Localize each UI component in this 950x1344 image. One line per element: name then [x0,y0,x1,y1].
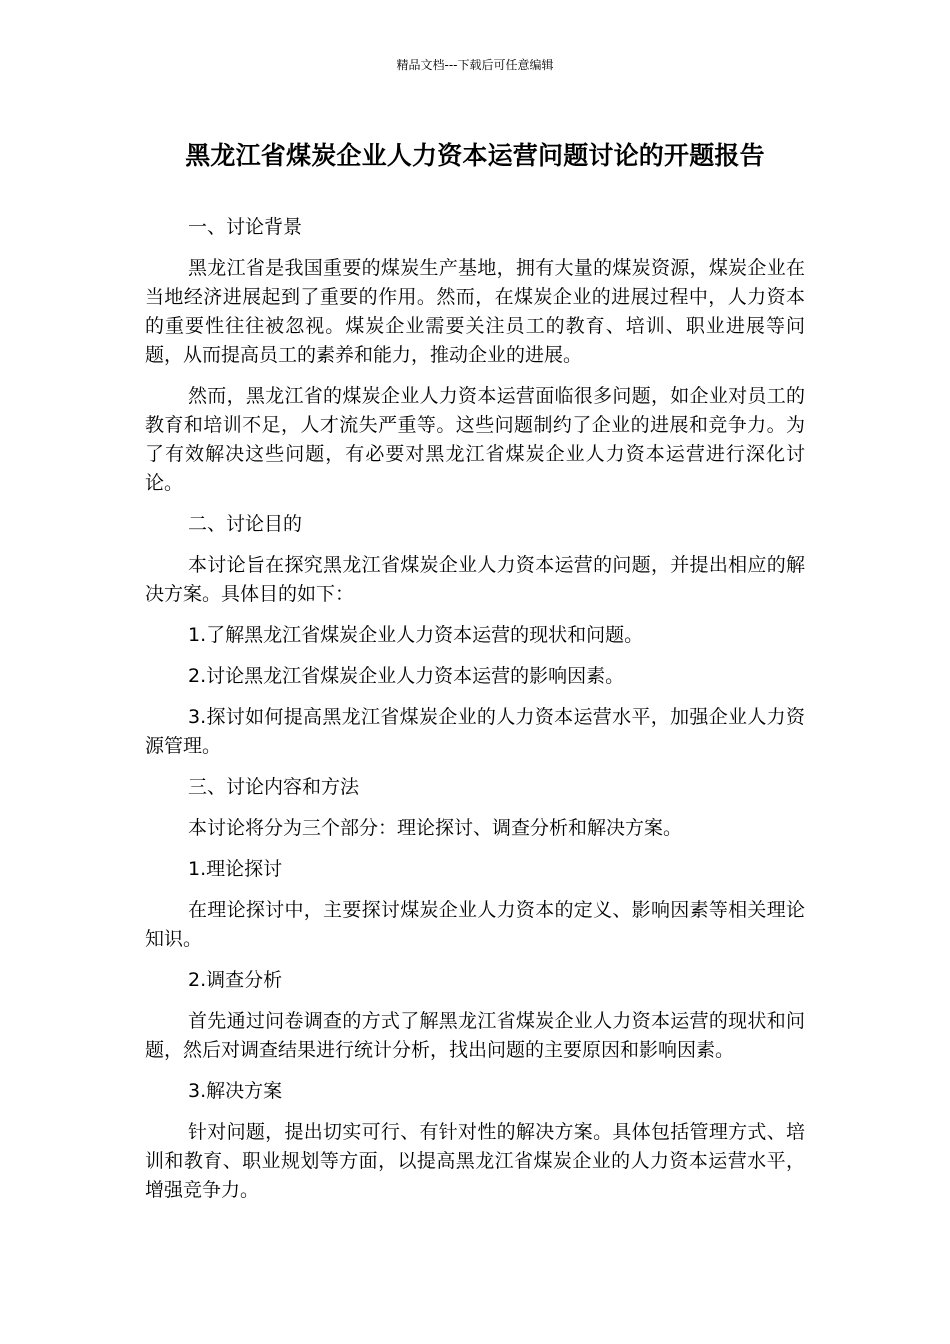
body-paragraph: 首先通过问卷调查的方式了解黑龙江省煤炭企业人力资本运营的现状和问题，然后对调查结果进行统计分析，找出问题的主要原因和影响因素。 [145,1010,805,1061]
body-paragraph: 然而，黑龙江省的煤炭企业人力资本运营面临很多问题，如企业对员工的教育和培训不足，人才流失严重等。这些问题制约了企业的进展和竞争力。为了有效解决这些问题，有必要对黑龙江省煤炭企业人力资本运营进行深化讨论。 [145,385,805,494]
list-item: 2.讨论黑龙江省煤炭企业人力资本运营的影响因素。 [188,665,625,687]
body-paragraph: 本讨论旨在探究黑龙江省煤炭企业人力资本运营的问题，并提出相应的解决方案。具体目的如下： [145,554,805,605]
list-item: 3.探讨如何提高黑龙江省煤炭企业的人力资本运营水平，加强企业人力资源管理。 [145,706,805,757]
subsection-heading: 1.理论探讨 [188,858,283,880]
body-paragraph: 针对问题，提出切实可行、有针对性的解决方案。具体包括管理方式、培训和教育、职业规划等方面，以提高黑龙江省煤炭企业的人力资本运营水平，增强竞争力。 [145,1121,805,1201]
section-heading-purpose: 二、讨论目的 [188,513,303,535]
document-body [145,213,805,1217]
subsection-heading: 2.调查分析 [188,969,283,991]
document-title: 黑龙江省煤炭企业人力资本运营问题讨论的开题报告 [185,141,765,170]
body-paragraph: 在理论探讨中，主要探讨煤炭企业人力资本的定义、影响因素等相关理论知识。 [145,899,805,950]
section-heading-background: 一、讨论背景 [188,216,303,238]
subsection-heading: 3.解决方案 [188,1080,283,1102]
section-heading-content-method: 三、讨论内容和方法 [188,776,360,798]
body-paragraph: 本讨论将分为三个部分：理论探讨、调查分析和解决方案。 [188,817,683,839]
list-item: 1.了解黑龙江省煤炭企业人力资本运营的现状和问题。 [188,624,644,646]
header-note: 精品文档---下载后可任意编辑 [396,58,554,72]
body-paragraph: 黑龙江省是我国重要的煤炭生产基地，拥有大量的煤炭资源，煤炭企业在当地经济进展起到了重要的作用。然而，在煤炭企业的进展过程中，人力资本的重要性往往被忽视。煤炭企业需要关注员工的教育、培训、职业进展等问题，从而提高员工的素养和能力，推动企业的进展。 [145,257,805,366]
